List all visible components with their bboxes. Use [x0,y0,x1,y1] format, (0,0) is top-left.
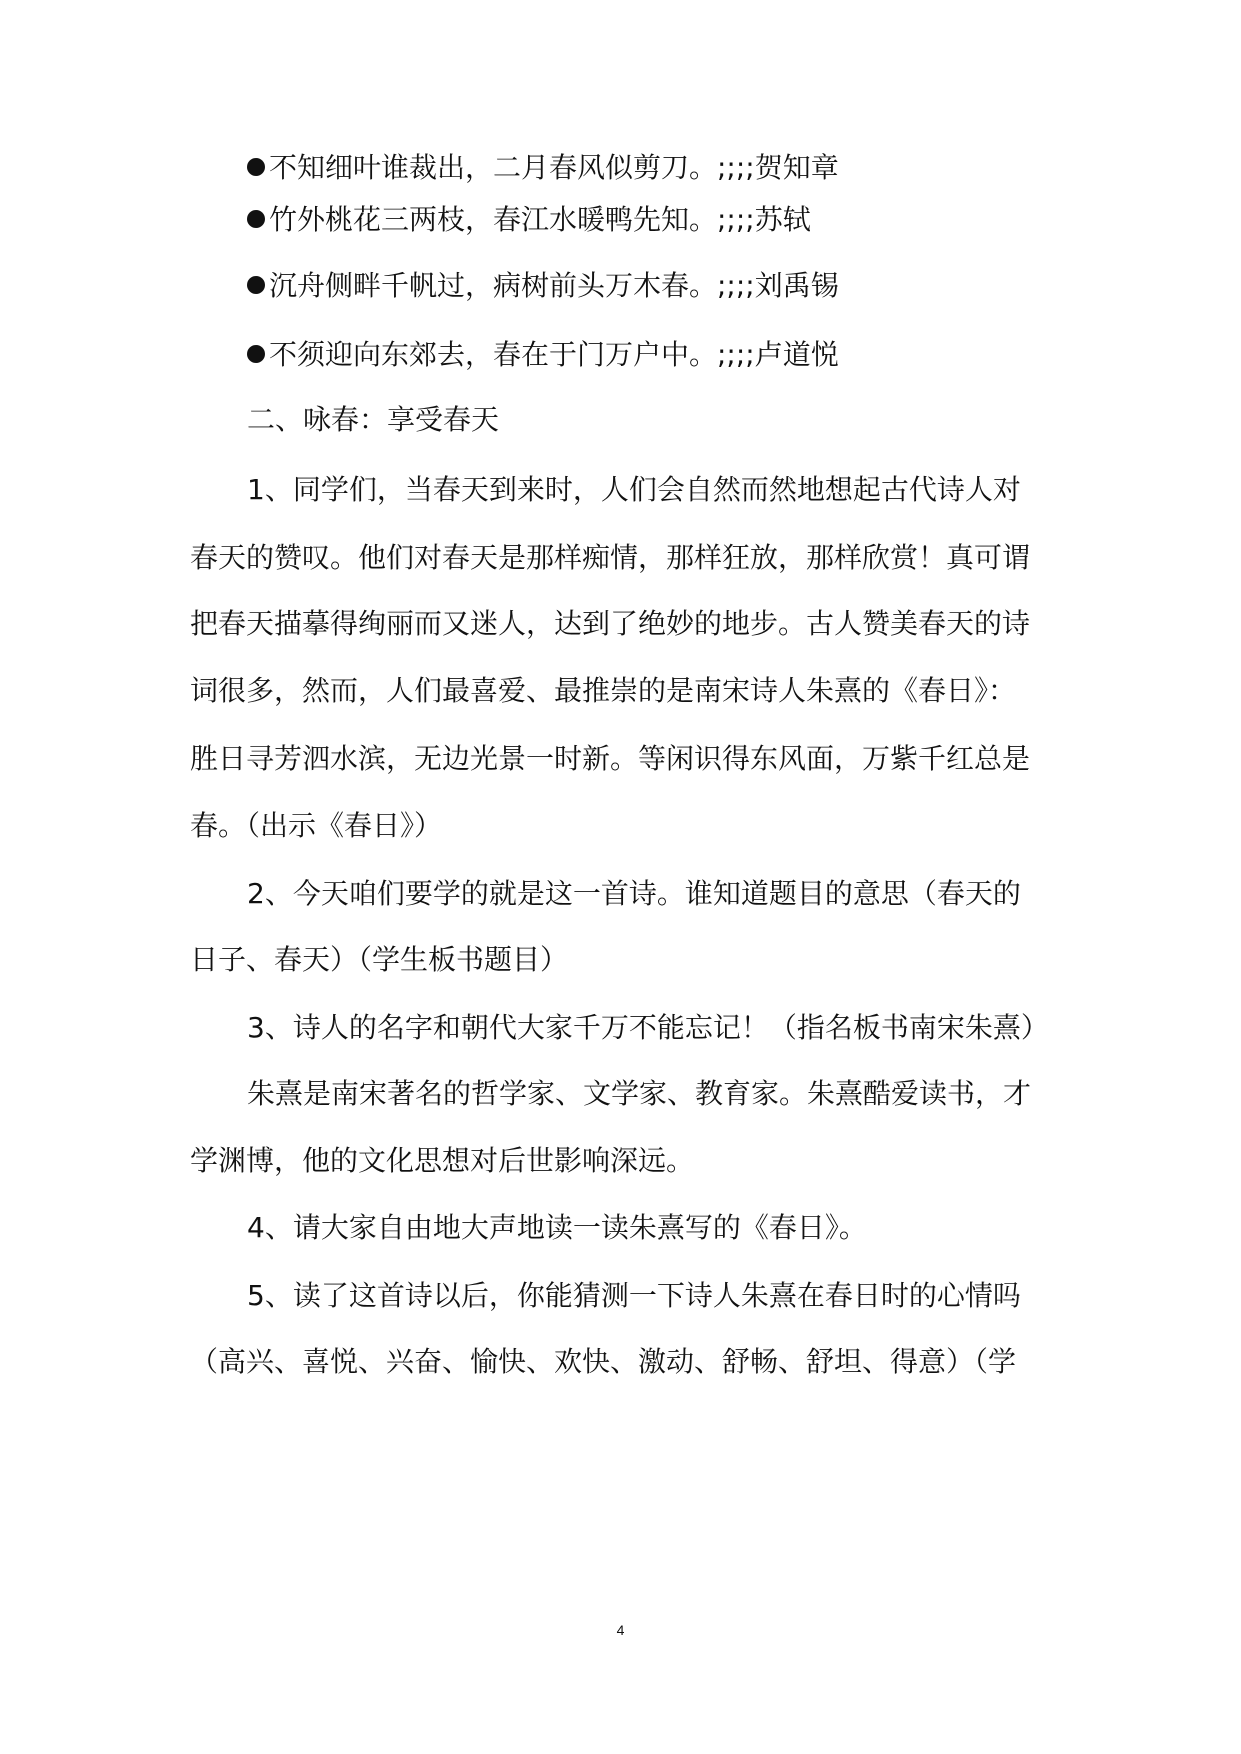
bullet-icon [247,158,265,176]
paragraph-line: 5、读了这首诗以后，你能猜测一下诗人朱熹在春日时的心情吗 [247,1279,1021,1312]
bullet-icon [247,345,265,363]
paragraph-line: （高兴、喜悦、兴奋、愉快、欢快、激动、舒畅、舒坦、得意）（学 [190,1345,1017,1378]
paragraph-line: 学渊博，他的文化思想对后世影响深远。 [190,1144,695,1177]
paragraph-line: 4、请大家自由地大声地读一读朱熹写的《春日》。 [247,1211,867,1244]
paragraph-line: 胜日寻芳泗水滨，无边光景一时新。等闲识得东风面，万紫千红总是 [190,742,1031,775]
section-heading: 二、咏春：享受春天 [247,403,500,436]
poem-bullet-line: 竹外桃花三两枝，春江水暖鸭先知。;;;;苏轼 [247,200,811,240]
paragraph-line: 3、诗人的名字和朝代大家千万不能忘记！（指名板书南宋朱熹） [247,1011,1049,1044]
poem-bullet-line: 不知细叶谁裁出，二月春风似剪刀。;;;;贺知章 [247,148,839,188]
paragraph-line: 春天的赞叹。他们对春天是那样痴情，那样狂放，那样欣赏！真可谓 [190,541,1031,574]
paragraph-line: 日子、春天）（学生板书题目） [190,943,569,976]
page-number: 4 [616,1622,625,1638]
paragraph-line: 把春天描摹得绚丽而又迷人，达到了绝妙的地步。古人赞美春天的诗 [190,607,1031,640]
bullet-icon [247,210,265,228]
poem-bullet-line: 沉舟侧畔千帆过，病树前头万木春。;;;;刘禹锡 [247,266,839,306]
paragraph-line: 1、同学们，当春天到来时，人们会自然而然地想起古代诗人对 [247,473,1021,506]
paragraph-line: 词很多，然而，人们最喜爱、最推崇的是南宋诗人朱熹的《春日》： [190,674,1017,707]
paragraph-line: 朱熹是南宋著名的哲学家、文学家、教育家。朱熹酷爱读书，才 [247,1077,1032,1110]
paragraph-line: 春。（出示《春日》） [190,809,443,842]
bullet-icon [247,276,265,294]
paragraph-line: 2、今天咱们要学的就是这一首诗。谁知道题目的意思（春天的 [247,877,1021,910]
poem-bullet-line: 不须迎向东郊去，春在于门万户中。;;;;卢道悦 [247,335,839,375]
